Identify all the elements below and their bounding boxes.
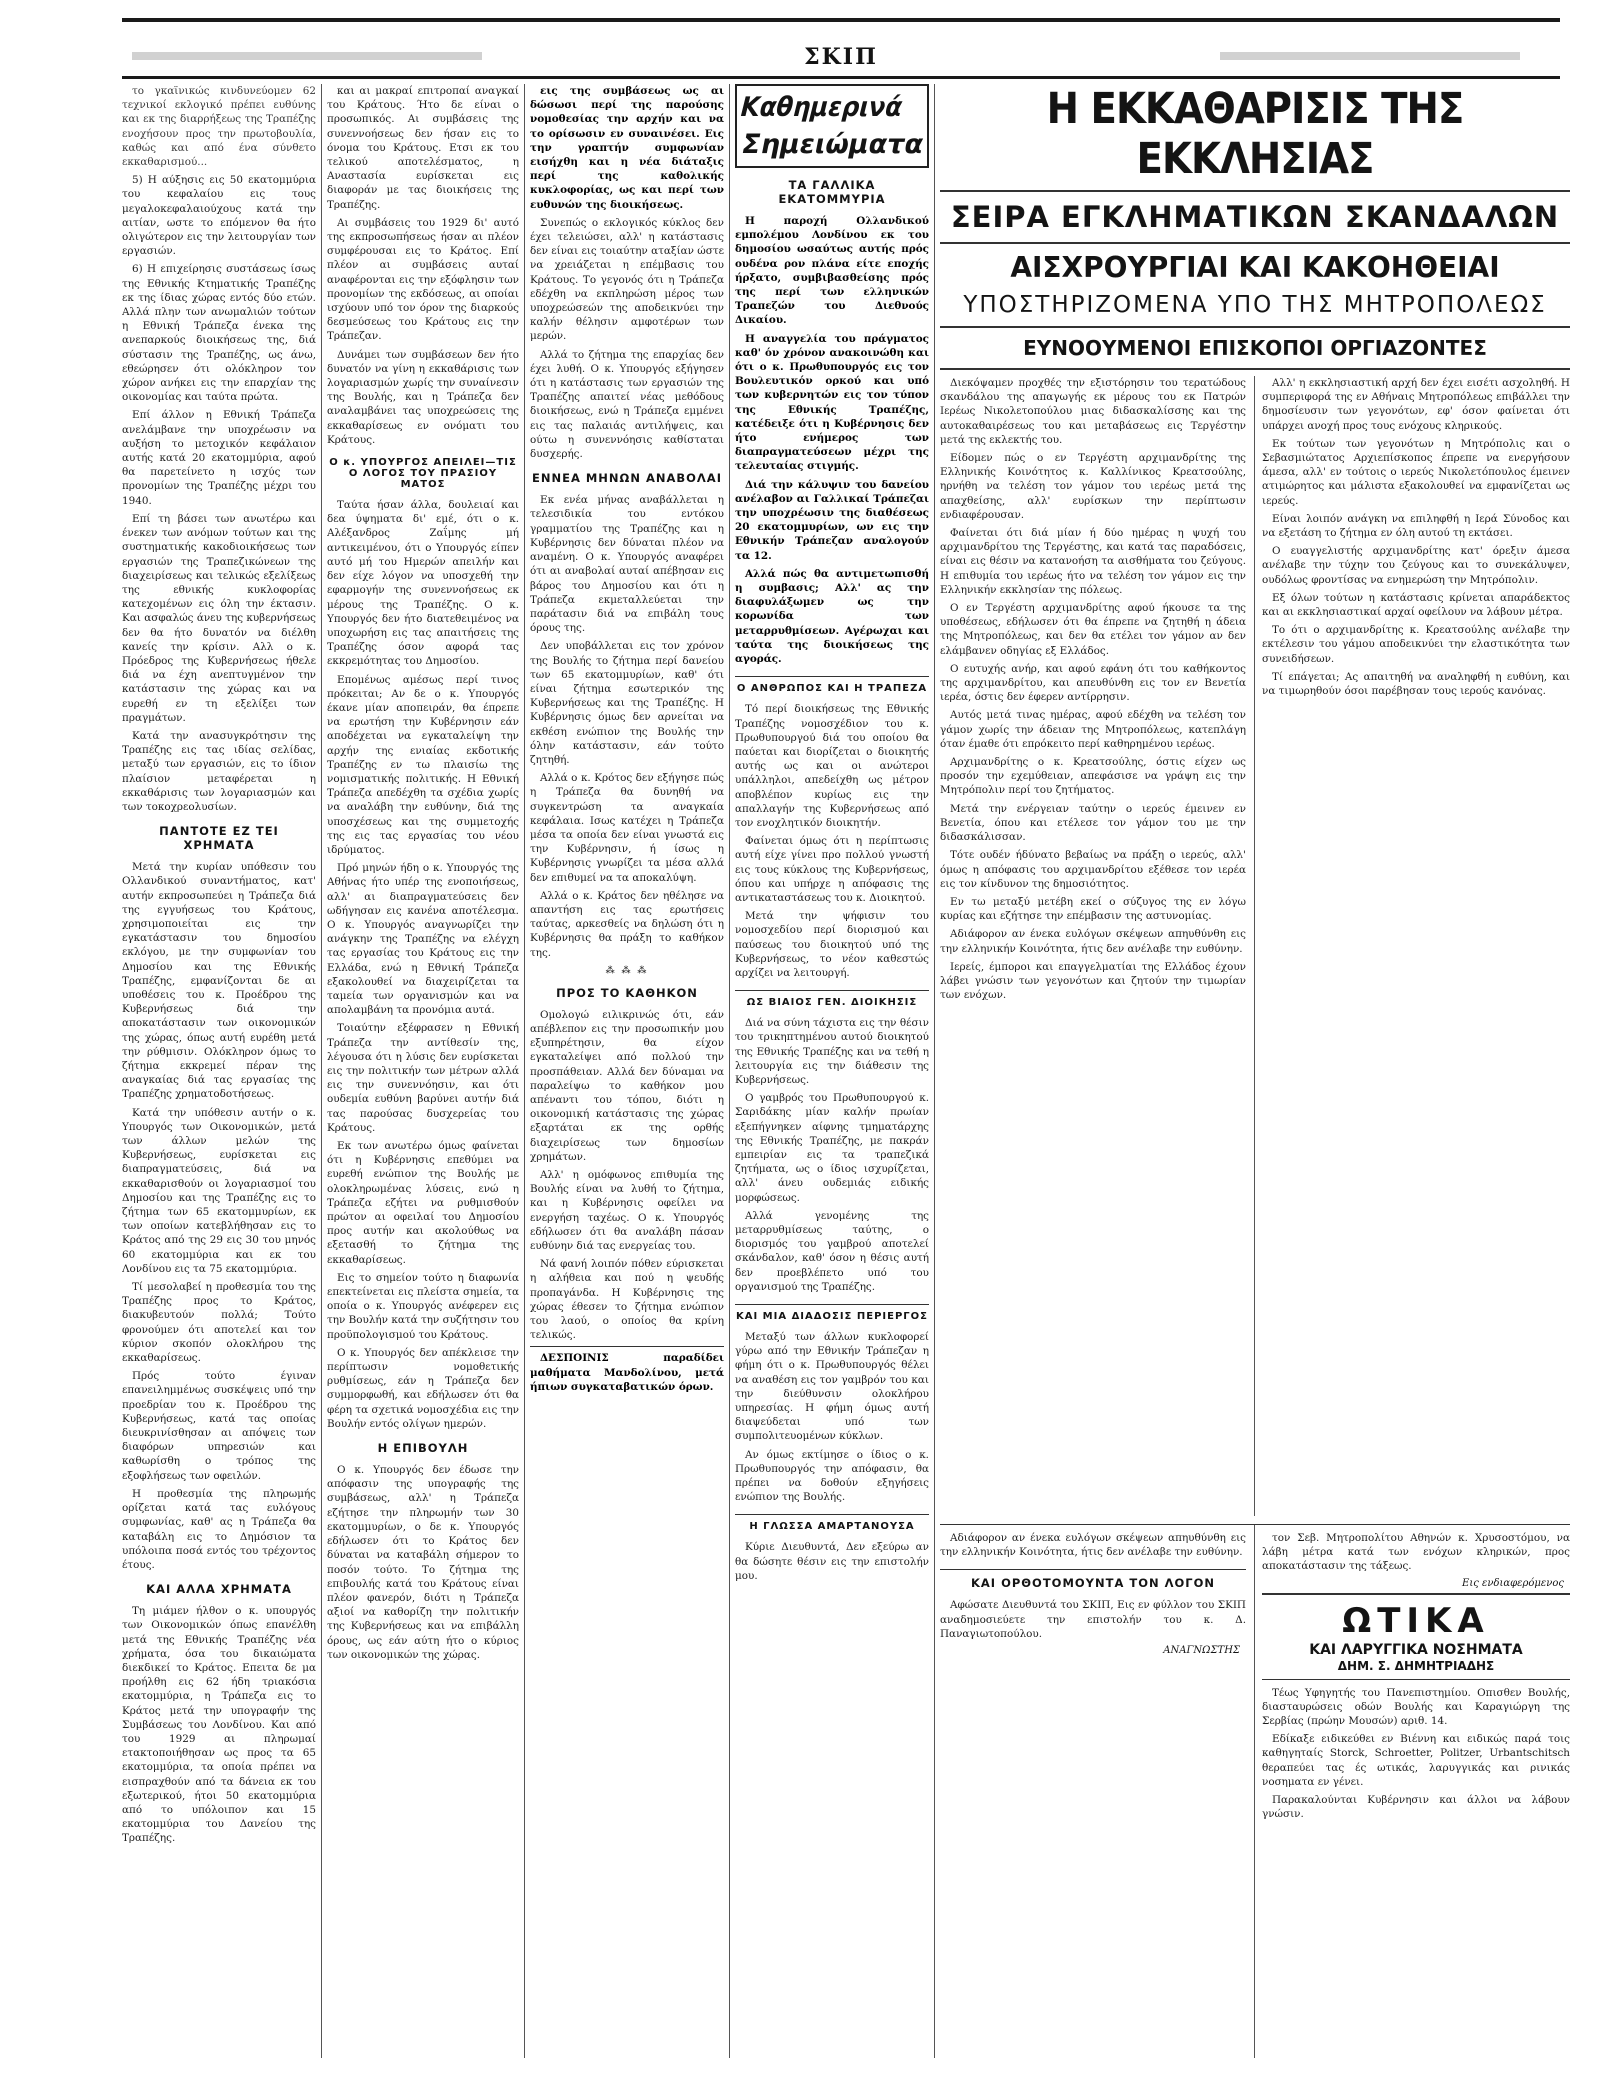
paragraph: Το ότι ο αρχιμανδρίτης κ. Κρεατσούλης ανέλαβε την εκτέλεσιν του γάμου αποδεικνύει την ελαστικότητα των συνειδήσεων. <box>1262 624 1570 665</box>
paragraph: Η παροχή Ολλανδικού εμπολέμου Λονδίνου εκ του δημοσίου ωσαύτως αυτής πρός ουδένα ρον πλάνα είτε εποχής ήρξατο, συμβιβασθείσης πρός της περί των ελληνικών Τραπεζών του Διεθνούς Δικαίου. <box>735 215 929 327</box>
ad-rule <box>1262 1679 1570 1680</box>
paragraph: Ο ευαγγελιστής αρχιμανδρίτης κατ' όρεξιν άμεσα ανέλαβε την τύχην του ζεύγους και το συνεκάλυψεν, ουδόλως φροντίσας να ενημερώση την Μητρόπολιν. <box>1262 545 1570 586</box>
paragraph: Αλλ' η ομόφωνος επιθυμία της Βουλής είναι να λυθή το ζήτημα, και η Κυβέρνησις οφείλει να ενεργήση ταχέως. Ο κ. Υπουργός εδήλωσεν ότι θα αναλάβη πάσαν ευθύνην διά τας ενεργείας του. <box>530 1169 724 1253</box>
ad-text: Τέως Υφηγητής του Πανεπιστημίου. Οπισθεν Βουλής, διασταυρώσεις οδών Βουλής και Καραγιώργη της Σερβίας (πρώην Μουσών) αριθ. 14. <box>1262 1686 1570 1728</box>
paragraph: Αλλά ο κ. Κρότος δεν εξήγησε πώς η Τράπεζα θα δυνηθή να συγκεντρώση τα αναγκαία κεφάλαια. Ισως κατέχει η Τράπεζα μέσα τα οποία δεν είναι γνωστά εις την Κυβέρνησιν, ή ίσως η Κυβέρνησις γνωρίζει τα μέσα αλλά δεν επιθυμεί να τα αποκαλύψη. <box>530 772 724 884</box>
signature: Εις ενδιαφερόμενος <box>1462 1577 1564 1589</box>
headline-line: ΕΥΝΟΟΥΜΕΝΟΙ ΕΠΙΣΚΟΠΟΙ ΟΡΓΙΑΖΟΝΤΕΣ <box>1023 336 1487 360</box>
section-title-line: Καθημερινά <box>739 92 904 123</box>
paragraph: Μεταξύ των άλλων κυκλοφορεί γύρω από την Εθνικήν Τράπεζαν η φήμη ότι ο κ. Πρωθυπουργός θέλει να αναθέση εις τον γαμβρόν του και την διεύθυνσιν ολοκλήρου υπηρεσίας. Η φήμη όμως αυτή διαψεύδεται υπό των συμπολιτευομένων κύκλων. <box>735 1331 929 1443</box>
section-heading: ΕΝΝΕΑ ΜΗΝΩΝ ΑΝΑΒΟΛΑΙ <box>531 471 722 486</box>
column-rule <box>321 84 322 2058</box>
letter-column <box>940 1525 1246 2058</box>
ad-subtitle: ΚΑΙ ΛΑΡΥΓΓΙΚΑ ΝΟΣΗΜΑΤΑ <box>1309 1641 1523 1658</box>
paragraph: Η αναγγελία του πράγματος καθ' όν χρόνον ανακοινώθη και ότι ο κ. Πρωθυπουργός εις τον Βουλευτικόν ορκού και υπό των κυβερνητών εις τον τύπον της Εθνικής Τραπέζης, κατέδειξε ότι η Κυβέρνησις δεν ήτο ενήμερος των διαπραγματεύσεων μέχρι της τελευταίας στιγμής. <box>735 332 929 473</box>
section-heading: Ο κ. ΥΠΟΥΡΓΟΣ ΑΠΕΙΛΕΙ—ΤΙΣ Ο ΛΟΓΟΣ ΤΟΥ ΠΡΑΣΙΟΥ ΜΑΤΟΣ <box>329 457 517 491</box>
section-heading: Η ΓΛΩΣΣΑ ΑΜΑΡΤΑΝΟΥΣΑ <box>735 1514 929 1532</box>
column-1 <box>122 84 316 2058</box>
paragraph: Εκ των ανωτέρω όμως φαίνεται ότι η Κυβέρνησις επεθύμει να ευρεθή ενώπιον της Βουλής με ολοκληρωμένας λύσεις, ενώ η Τράπεζα εζήτει να ρυθμισθούν πρώτον αι οφειλαί του Δημοσίου προς αυτήν και ακολούθως να εξετασθή το ζήτημα της εκκαθαρίσεως. <box>327 1140 519 1266</box>
paragraph: Ο γαμβρός του Πρωθυπουργού κ. Σαριδάκης μίαν καλήν πρωίαν εξεπήγνηκεν αίφνης τμηματάρχης της Εθνικής Τραπέζης, με πακράν εμπειρίαν εις τα τραπεζικά ζητήματα, ως ο ίδιος ισχυρίζεται, αλλ' άνευ ουδεμιάς ειδικής μορφώσεως. <box>735 1092 929 1204</box>
paragraph: Μετά την ενέργειαν ταύτην ο ιερεύς έμεινεν εν Βενετία, όπου και ετέλεσε τον γάμον του με την διδασκάλισσαν. <box>940 802 1246 844</box>
headline-rule <box>940 242 1570 244</box>
scan-smudge <box>132 52 482 60</box>
section-heading: ΤΑ ΓΑΛΛΙΚΑ ΕΚΑΤΟΜΜΥΡΙΑ <box>778 178 886 206</box>
scan-smudge <box>1220 52 1520 60</box>
paragraph: Αρχιμανδρίτης ο κ. Κρεατσούλης, όστις είχεν ως προσόν την εχεμύθειαν, απεφάσισε να γράψη εις την Μητρόπολιν περί του ζητήματος. <box>940 756 1246 797</box>
top-border <box>122 18 1560 22</box>
paragraph: Ο κ. Υπουργός δεν απέκλεισε την περίπτωσιν νομοθετικής ρυθμίσεως, εάν η Τράπεζα δεν συμμορφωθή, και εδήλωσεν ότι θα φέρη τα σχετικά νομοσχέδια εις την Βουλήν εντός ολίγων ημερών. <box>327 1346 519 1430</box>
paragraph: Μετά την κυρίαν υπόθεσιν του Ολλανδικού συναντήματος, κατ' αυτήν εκπροσωπεύει η Τράπεζα διά της εγγυήσεως του Κράτους, χρησιμοποιείται εις την εγκατάστασιν του δημοσίου εκλόγου, με την συμφωνίαν του Δημοσίου και της Εθνικής Τραπέζης, εμφανίζονται δε αι υποθέσεις του κ. Προέδρου της Κυβερνήσεως διά την αποκατάστασιν των οικονομικών της χώρας, όπως αυτή ευρέθη μετά την ρύθμισιν. Ολόκληρον όμως το ζήτημα εκκρεμεί πέραν της αναγκαίας διά τας εργασίας της Τραπέζης χρηματοδοτήσεως. <box>122 861 316 1101</box>
paragraph: Επί άλλον η Εθνική Τράπεζα ανελάμβανε την υποχρέωσιν να αυξήση το μετοχικόν κεφάλαιον αυτής κατά 20 εκατομμύρια, αφού θα παρετείνετο η ισχύς των προνομίων της Τραπέζης μέχρι του 1940. <box>122 409 316 507</box>
paragraph: Είδομεν πώς ο εν Τεργέστη αρχιμανδρίτης της Ελληνικής Κοινότητος κ. Καλλίνικος Κρεατσούλης, ηρνήθη να τελέση τον γάμον του ιερέως μετά της απαχθείσης, αλλ' ευρίσκων την περίπτωσιν ενδιαφέρουσαν. <box>940 452 1246 521</box>
section-heading: Ο ΑΝΘΡΩΠΟΣ ΚΑΙ Η ΤΡΑΠΕΖΑ <box>735 676 929 694</box>
paragraph: Ομολογώ ειλικρινώς ότι, εάν απέβλεπον εις την προσωπικήν μου εξυπηρέτησιν, θα είχον εγκαταλείψει από πολλού την προσπάθειαν. Αλλά δεν δύναμαι να παραλείψω το καθήκον μου απέναντι του τόπου, διότι η οικονομική κατάστασις της χώρας εξαρτάται εκ της ορθής διαχειρίσεως των δημοσίων χρημάτων. <box>530 1008 724 1163</box>
feature-columns <box>940 376 1570 1516</box>
paragraph: Συνεπώς ο εκλογικός κύκλος δεν έχει τελειώσει, αλλ' η κατάστασις δεν είναι εις τοιαύτην αταξίαν ώστε να χρειάζεται η επέμβασις του Κράτους. Το γεγονός ότι η Τράπεζα εδέχθη να εκπληρώση μέρος των υποχρεώσεών της αποδεικνύει την καλήν θέλησιν αμφοτέρων των μερών. <box>530 216 724 343</box>
column-rule <box>1254 376 1255 1516</box>
ornament-divider: ⁂ ⁂ ⁂ <box>605 965 649 976</box>
doctor-advertisement <box>1262 1593 1570 1822</box>
paragraph: Διά την κάλυψιν του δανείου ανέλαβον αι Γαλλικαί Τράπεζαι την υποχρέωσιν της διαθέσεως 20 εκατομμυρίων, ων εις την Εθνικήν Τράπεζαν αναλογούν τα 12. <box>735 478 929 562</box>
column-rule <box>934 84 935 2058</box>
paragraph: Δεν υποβάλλεται εις τον χρόνον της Βουλής το ζήτημα περί δανείου των 65 εκατομμυρίων, καθ' ότι είναι ζήτημα εσωτερικόν της Κυβερνήσεως και της Τραπέζης. Η Κυβέρνησις όμως δεν αρνείται να εκθέση ενώπιον της Βουλής την όλην κατάστασιν, εάν τούτο ζητηθή. <box>530 640 724 766</box>
column-rule <box>524 84 525 2058</box>
column-4 <box>735 84 929 2058</box>
paragraph: 5) Η αύξησις εις 50 εκατομμύρια του κεφαλαίου εις τους μεγαλοκεφαλαιούχους κατά την αιτίαν, ωστε το επόμενον θα ήτο ολιγώτερον εις την λειτουργίαν των εργασιών. <box>122 174 316 258</box>
paragraph: Δυνάμει των συμβάσεων δεν ήτο δυνατόν να γίνη η εκκαθάρισις των λογαριασμών χωρίς την συναίνεσιν της Βουλής, και η Τράπεζα δεν αναλαμβάνει τας υποχρεώσεις της εκκαθαρίσεως εν ονόματι του Κράτους. <box>327 348 519 446</box>
paragraph: Πρό μηνών ήδη ο κ. Υπουργός της Αθήνας ήτο υπέρ της ενοποιήσεως, αλλ' αι διαπραγματεύσεις δεν ωδήγησαν εις κανένα αποτέλεσμα. Ο κ. Υπουργός αναγνωρίζει την ανάγκην της Τραπέζης να ελέγχη τας εργασίας του Κράτους εις την Ελλάδα, ενώ η Εθνική Τράπεζα εξακολουθεί να διαχειρίζεται τα ταμεία των οργανισμών και να απολαμβάνη τα προνόμια αυτά. <box>327 862 519 1017</box>
section-heading: ΠΡΟΣ ΤΟ ΚΑΘΗΚΟΝ <box>556 985 698 1000</box>
paragraph: Διεκόψαμεν προχθές την εξιστόρησιν του τερατώδους σκανδάλου της απαγωγής εκ μέρους του εκ Πατρών Ιερέως Νικολετοπούλου μιας διδασκαλίσσης και της αυτοκαθαιρέσεως του και μεταβάσεως εις Τεργέστην μετά της εκλεκτής του. <box>940 377 1246 446</box>
headline-line: ΣΕΙΡΑ ΕΓΚΛΗΜΑΤΙΚΩΝ ΣΚΑΝΔΑΛΩΝ <box>950 200 1560 234</box>
paragraph: εις της συμβάσεως ως αι δώσωσι περί της παρούσης νομοθεσίας την αρχήν και να το ορίσωσιν εν συναινέσει. Εις την γραπτήν συμφωνίαν εισήχθη και η νέα διάταξις περί της καθολικής κυκλοφορίας, ως και περί των ευθυνών της διοικήσεως. <box>530 85 724 211</box>
section-title-line: Σημειώματα <box>742 129 923 160</box>
signature: ΑΝΑΓΝΩΣΤΗΣ <box>1163 1645 1240 1657</box>
paragraph: τον Σεβ. Μητροπολίτου Αθηνών κ. Χρυσοστόμου, να λάβη μέτρα κατά των ενόχων κληρικών, προς αποκατάστασιν της τάξεως. <box>1262 1532 1570 1573</box>
feature-column-left <box>940 376 1246 1516</box>
paragraph: Ο ευτυχής ανήρ, και αφού εφάνη ότι του καθήκοντος της αρχιμανδρίτου, και απευθύνθη εις τον εν Βενετία ιερέα, όστις δεν έφερεν αντίρρησιν. <box>940 662 1246 704</box>
feature-headline <box>940 84 1570 370</box>
headline-rule <box>940 190 1570 192</box>
paragraph: Φαίνεται όμως ότι η περίπτωσις αυτή είχε γίνει προ πολλού γνωστή εις τους κύκλους της Κυβερνήσεως, όπου και υπήρχε η απόφασις της αντικαταστάσεως του κ. Διοικητού. <box>735 835 929 904</box>
paragraph: Αλλά γενομένης της μεταρρυθμίσεως ταύτης, ο διορισμός του γαμβρού αποτελεί σκάνδαλον, καθ' όσον η θέσις αυτή δεν προεβλέπετο υπό του οργανισμού της Τραπέζης. <box>735 1209 929 1293</box>
headline-rule <box>940 368 1570 370</box>
paragraph: Αν όμως εκτίμησε ο ίδιος ο κ. Πρωθυπουργός την απόφασιν, θα πρέπει να δοθούν εξηγήσεις ενώπιον της Βουλής. <box>735 1448 929 1504</box>
masthead <box>122 44 1560 70</box>
paragraph: Μετά την ψήφισιν του νομοσχεδίου περί διορισμού και παύσεως του διοικητού υπό της Κυβερνήσεως, το νέον καθεστώς αρχίζει να λειτουργή. <box>735 910 929 979</box>
paragraph: Επομένως αμέσως περί τινος πρόκειται; Αν δε ο κ. Υπουργός έκανε μίαν αποπειράν, θα έπρεπε να ερωτήση την Κυβέρνησιν εάν αποδέχεται να εγκαταλείψη την αρχήν της ενιαίας εκδοτικής Τραπέζης εν τω πλαισίω της νομισματικής πολιτικής. Η Εθνική Τράπεζα απεδέχθη τα σχέδια χωρίς να αναλάβη την ευθύνην, διά της υποσχέσεως και της συμμετοχής της εις τας εργασίας του νέου ιδρύματος. <box>327 673 519 856</box>
paragraph: Αλλ' η εκκλησιαστική αρχή δεν έχει εισέτι ασχοληθή. Η συμπεριφορά της εν Αθήναις Μητροπόλεως επιβάλλει την δημοσίευσιν των γεγονότων, εφ' όσον φαίνεται ότι υπάρχει ανοχή προς τους ενόχους κληρικούς. <box>1262 377 1570 432</box>
paragraph: Αι συμβάσεις του 1929 δι' αυτό της εκπροσωπήσεως ήσαν αι πλέον συμφέρουσαι εις το Κράτος. Επί πλέον αι συμβάσεις αυταί αναφέρονται εις την εξόφλησιν των προνομίων της εκδόσεως, αι οποίαι ισχύουν υπό τον όρον της διαρκούς δεσμεύσεως του Κράτους εις την Τράπεζαν. <box>327 216 519 343</box>
paragraph: Τότε ουδέν ήδύνατο βεβαίως να πράξη ο ιερεύς, αλλ' όμως η απόφασις του αρχιμανδρίτου εξέθεσε τον ιερέα εις τον κίνδυνον της δημοσιότητος. <box>940 849 1246 890</box>
paragraph: Κατά την υπόθεσιν αυτήν ο κ. Υπουργός των Οικονομικών, μετά των άλλων μελών της Κυβερνήσεως, ευρίσκεται εις διαπραγματεύσεις, διά να εκκαθαρισθούν οι λογαριασμοί του Δημοσίου και της Τραπέζης εις το ζήτημα των 65 εκατομμυρίων, εκ των οποίων κατεβλήθησαν εις το Κράτος από της 29 εις 30 του μηνός 60 εκατομμύρια και εκ του Λονδίνου εις τα 75 εκατομμύρια. <box>122 1106 316 1275</box>
headline-line: ΥΠΟΣΤΗΡΙΖΟΜΕΝΑ ΥΠΟ ΤΗΣ ΜΗΤΡΟΠΟΛΕΩΣ <box>963 292 1547 318</box>
section-heading: ΩΣ ΒΙΑΙΟΣ ΓΕΝ. ΔΙΟΙΚΗΣΙΣ <box>735 990 929 1008</box>
paragraph: Εις το σημείον τούτο η διαφωνία επεκτείνεται εις πλείστα σημεία, τα οποία ο κ. Υπουργός ανέφερεν εις την Βουλήν κατά την συζήτησιν του προϋπολογισμού του Κράτους. <box>327 1271 519 1341</box>
section-heading: ΚΑΙ ΟΡΘΟΤΟΜΟΥΝΤΑ ΤΟΝ ΛΟΓΟΝ <box>940 1569 1246 1590</box>
column-2 <box>327 84 519 2058</box>
paragraph: Ο κ. Υπουργός δεν έδωσε την απόφασιν της υπογραφής της συμβάσεως, αλλ' η Τράπεζα εζήτησε την πληρωμήν των 30 εκατομμυρίων, ο δε κ. Υπουργός εδήλωσεν ότι το Κράτος δεν δύναται να καταβάλη σήμερον το ποσόν τούτο. Το ζήτημα της επιβουλής κατά του Κράτους είναι πλέον φανερόν, διότι η Τράπεζα αξιοί να καθορίζη την πολιτικήν της Κυβερνήσεως και να επιβάλλη όρους, ως εάν αύτη ήτο ο κύριος των οικονομικών της χώρας. <box>327 1464 519 1661</box>
feature-column-right <box>1262 376 1570 1516</box>
newspaper-page <box>112 18 1570 2058</box>
ad-column <box>1262 1525 1570 2058</box>
paragraph: Φαίνεται ότι διά μίαν ή δύο ημέρας η ψυχή του αρχιμανδρίτου της Τεργέστης, και κατά τας παραδόσεις, είναι εις θέσιν να κατανοήση τα αισθήματα του ζεύγους. Η επιθυμία του ιερέως ήτο να τελέση τον γάμον εις την Ελληνικήν εκκλησίαν της πόλεως. <box>940 527 1246 596</box>
classified-ad: ΔΕΣΠΟΙΝΙΣ παραδίδει μαθήματα Μανδολίνου, μετά ήπιων συγκαταβατικών όρων. <box>530 1346 724 1394</box>
paragraph: Η προθεσμία της πληρωμής ορίζεται κατά τας ευλόγους συμφωνίας, καθ' ας η Τράπεζα θα καταβάλη εις το Δημόσιον τα υπόλοιπα ποσά εντός του τρέχοντος έτους. <box>122 1487 316 1571</box>
paragraph: 6) Η επιχείρησις συστάσεως ίσως της Εθνικής Κτηματικής Τραπέζης εκ της ίδιας χώρας εντός δύο ετών. Αλλά πλην των ανωμαλιών τούτων η Εθνική Τράπεζα ένεκα της ανεπαρκούς διοικήσεως της, διά σύστασιν της Τραπέζης, ως άνω, εθεώρησεν ότι ολόκληρον τον χώρον ανήκει εις την επαρχίαν της οικονομίας και ταύτα πρώτα. <box>122 263 316 404</box>
headline-line: ΑΙΣΧΡΟΥΡΓΙΑΙ ΚΑΙ ΚΑΚΟΗΘΕΙΑΙ <box>1010 251 1500 284</box>
paragraph: Εκ τούτων των γεγονότων η Μητρόπολις και ο Σεβασμιώτατος Αρχιεπίσκοπος έπρεπε να ενεργήσουν άμεσα, αλλ' εν τούτοις ο ιερεύς Νικολετόπουλος έμεινεν ατιμώρητος και μάλιστα εξακολουθεί να εμφανίζεται ως ιερεύς. <box>1262 437 1570 507</box>
paragraph: Εξ όλων τούτων η κατάστασις κρίνεται απαράδεκτος και αι εκκλησιαστικαί αρχαί οφείλουν να λάβουν μέτρα. <box>1262 591 1570 619</box>
paragraph: Αυτός μετά τινας ημέρας, αφού εδέχθη να τελέση τον γάμον χωρίς την άδειαν της Μητροπόλεως, κατεπλάγη όταν έμαθε ότι επρόκειτο περί καθηρημένου ιερέως. <box>940 709 1246 750</box>
columns <box>122 84 1570 2058</box>
column-3 <box>530 84 724 2058</box>
paragraph: Αλλά πώς θα αντιμετωπισθή η συμβασις; Αλλ' ας την διαφυλάξωμεν ως την κορωνίδα των μεταρρυθμίσεων. Αγέρωχαι και ταύτα της διοικήσεως της αγοράς. <box>735 567 929 666</box>
paragraph: Ταύτα ήσαν άλλα, δουλειαί και δεα ύψηματα δι' εμέ, ότι ο κ. Αλέξανδρος Ζαΐμης μή αντικειμένου, ότι ο Υπουργός είπεν αυτό μή του Ημερών απειλήν και δεν είχε λόγον να υποσχεθή την εφαρμογήν της συνεννοήσεως εκ μέρους της Τραπέζης. Ο κ. Υπουργός δεν ήτο διατεθειμένος να υποχωρήση εις τας απαιτήσεις της Τραπέζης όσον αφορά τας εκκρεμότητας του Δημοσίου. <box>327 499 519 668</box>
headline-line: Η ΕΚΚΑΘΑΡΙΣΙΣ ΤΗΣ ΕΚΚΛΗΣΙΑΣ <box>1046 84 1464 184</box>
paragraph: Εκ ενέα μήνας αναβάλλεται η τελεσιδικία του εντόκου γραμματίου της Τραπέζης και η Κυβέρνησις δεν δύναται πλέον να αναμένη. Ο κ. Υπουργός αναφέρει ότι αι αναβολαί αυταί απέβησαν εις βάρος του Δημοσίου και ότι η Τράπεζα εκμεταλλεύεται την παράτασιν διά να επιβάλη τους όρους της. <box>530 494 724 635</box>
paragraph: Πρός τούτο έγιναν επανειλημμένως συσκέψεις υπό την προεδρίαν του κ. Προέδρου της Κυβερνήσεως, κατά τας οποίας διευκρινίσθησαν αι απόψεις των διαφόρων υπηρεσιών και καθωρίσθη ο τρόπος της εξοφλήσεως των οφειλών. <box>122 1370 316 1482</box>
paragraph: Τί επάγεται; Ας απαιτηθή να αναληφθή η ευθύνη, και να τιμωρηθούν όσοι παρέβησαν τους ιερούς κανόνας. <box>1262 670 1570 698</box>
paragraph: Ιερείς, έμποροι και επαγγελματίαι της Ελλάδος έχουν λάβει γνώσιν των γεγονότων και ζητούν την τιμωρίαν των ενόχων. <box>940 960 1246 1002</box>
paragraph: Κύριε Διευθυντά, Δεν εξεύρω αν θα δώσητε θέσιν εις την επιστολήν μου. <box>735 1541 929 1582</box>
paragraph: το γκαϊνικώς κινδυνεύομεν 62 τεχνικοί εκλογικό πρέπει ευθύνης και εκ της διαρρήξεως της Τραπέζης ενοχήσουν προς την πρωτοβουλία, καθώς και από ένα σύνθετο εκκαθαρισμού... <box>122 85 316 169</box>
paragraph: Επί τη βάσει των ανωτέρω και ένεκεν των ανόμων τούτων και της συστηματικής κακοδιοικήσεως των εργασιών της Τραπεζικώνεων της διαχειρίσεως και τελικώς εξελίξεως της εθνικής κυκλοφορίας κατεχομένων εις όλη την έκτασιν. Και ασφαλώς άνευ της κυβερνήσεως δεν θα ήτο δυνατόν να διέλθη κανείς την κρίσιν. Αλλ ο κ. Πρόεδρος της Κυβερνήσεως ήθελε διά να έχη ανεπτυγμένον την κατάστασιν της χώρας και να ευρεθή εν τη εξελίξει των πραγμάτων. <box>122 512 316 724</box>
section-heading: ΚΑΙ ΑΛΛΑ ΧΡΗΜΑΤΑ <box>146 1582 292 1597</box>
headline-rule <box>940 326 1570 328</box>
paragraph: Αλλά ο κ. Κράτος δεν ηθέλησε να απαντήση εις τας ερωτήσεις ταύτας, αρκεσθείς να δηλώση ότι η Κυβέρνησις θα πράξη το καθήκον της. <box>530 889 724 959</box>
column-rule <box>1254 1525 1255 2058</box>
section-heading: ΠΑΝΤΟΤΕ ΕΖ ΤΕΙ ΧΡΗΜΑΤΑ <box>159 824 279 853</box>
ad-name: ΔΗΜ. Σ. ΔΗΜΗΤΡΙΑΔΗΣ <box>1337 1658 1495 1673</box>
ad-text: Εδίκαξε ειδικεύθει εν Βιέννη και ειδικώς παρά τοις καθηγηταίς Storck, Schroetter, Politzer, Urbantschitsch θεραπεύει τας ές ωτικάς, λαρυγγικάς και ρινικάς νοσηματα εν γένει. <box>1262 1733 1570 1788</box>
paragraph: Τη μιάμεν ήλθον ο κ. υπουργός των Οικονομικών όπως επανέλθη μετά της Εθνικής Τραπέζης νέα χρήματα, όσα του δικαιώματα διεκδικεί το Κράτος. Επειτα δε μα προήλθη εις 62 ήδη τριακόσια εκατομμύρια, η Τράπεζα εις το Κράτος μετά την υπογραφήν της Συμβάσεως του Λονδίνου. Και από του 1929 αι πληρωμαί ετακτοποιήθησαν ως προς τα 65 εκατομμύρια, τα οποία πρέπει να εισπραχθούν από τα δάνεια εκ του εξωτερικού, ήτοι 50 εκατομμύρια από το υπόλοιπον και 15 εκατομμύρια του Δανείου της Τραπέζης. <box>122 1605 316 1845</box>
paragraph: και αι μακραί επιτροπαί αναγκαί του Κράτους. Ήτο δε είναι ο προσωπικός. Αι συμβάσεις της συνεννοήσεως δεν ήσαν εις το όνομα του Κράτους. Ετσι εκ του τελικού αποτελέσματος, η Αναστασία ευρίσκεται εις διαφοράν με τας διοικήσεις της Τραπέζης. <box>327 85 519 211</box>
paragraph: Διά να σύνη τάχιστα εις την θέσιν του τρικηπτημένου αυτού διοικητού της Εθνικής Τραπέζης και να τεθή η λειτουργία εις την διάθεσιν της Κυβερνήσεως. <box>735 1017 929 1086</box>
feature-article <box>940 84 1570 2058</box>
section-heading: Η ΕΠΙΒΟΥΛΗ <box>377 1441 469 1456</box>
paragraph: Αδιάφορον αν ένεκα ευλόγων σκέψεων απηυθύνθη εις την ελληνικήν Κοινότητα, ήτις δεν ανέλαβε την ευθύνην. <box>940 1532 1246 1559</box>
paragraph: Τοιαύτην εξέφρασεν η Εθνική Τράπεζα την αντίθεσίν της, λέγουσα ότι η λύσις δεν ευρίσκεται εις την πολιτικήν των μέτρων αλλά εις την συνεννόησιν, και ότι ουδεμία ευθύνη βαρύνει αυτήν διά τας παρούσας δυσχερείας του Κράτους. <box>327 1022 519 1134</box>
ad-title: ΩΤΙΚΑ <box>1342 1600 1490 1641</box>
section-title-box <box>735 84 929 168</box>
paragraph: Τό περί διοικήσεως της Εθνικής Τραπέζης νομοσχέδιον του κ. Πρωθυπουργού διά του οποίου θα παύεται και διορίζεται ο διοικητής αυτής ως και οι ανώτεροι υπάλληλοι, απεδείχθη ως μέτρον αποβλέπον κυρίως εις την απαλλαγήν της Κυβερνήσεως από τον ενοχλητικόν διοικητήν. <box>735 703 929 829</box>
paper-name: ΣΚΙΠ <box>804 44 878 70</box>
paragraph: Τί μεσολαβεί η προθεσμία του της Τραπέζης προς το Κράτος, διακυβευτούν πολλά; Τούτο φρονούμεν ότι αποτελεί και τον κύριον σκοπόν ολοκλήρου της εκκαθαρίσεως. <box>122 1281 316 1365</box>
paragraph: Αδιάφορον αν ένεκα ευλόγων σκέψεων απηυθύνθη εις την ελληνικήν Κοινότητα, ήτις δεν ανέλαβε την ευθύνην. <box>940 928 1246 955</box>
paragraph: Εν τω μεταξύ μετέβη εκεί ο σύζυγος της εν λόγω κυρίας και εζήτησε την επέμβασιν της αστυνομίας. <box>940 895 1246 923</box>
paragraph: Ο εν Τεργέστη αρχιμανδρίτης αφού ήκουσε τα της υποθέσεως, εδήλωσεν ότι θα έπρεπε να ζητηθή η άδεια της Μητροπόλεως, και δεν θα ετέλει τον γάμον αν δεν ελάμβανεν οδηγίας εξ Ελλάδος. <box>940 602 1246 657</box>
paragraph: Κατά την ανασυγκρότησιν της Τραπέζης εις τας ιδίας σελίδας, μεταξύ των εργασιών, εις το ίδιον πλαίσιον μεταφέρεται η εκκαθάρισις των λογαριασμών και των τοκοχρεολυσίων. <box>122 729 316 813</box>
paragraph: Νά φανή λοιπόν πόθεν εύρισκεται η αλήθεια και πού η ψευδής προπαγάνδα. Η Κυβέρνησις της χώρας έθεσεν το ζήτημα ενώπιον του λαού, ο οποίος θα κρίνη τελικώς. <box>530 1258 724 1342</box>
paragraph: Αφώσατε Διευθυντά του ΣΚΙΠ, Εις εν φύλλον του ΣΚΙΠ αναδημοσιεύετε την επιστολήν του κ. Δ. Παναγιωτοπούλου. <box>940 1599 1246 1640</box>
masthead-rule <box>122 76 1560 79</box>
section-heading: ΚΑΙ ΜΙΑ ΔΙΑΔΟΣΙΣ ΠΕΡΙΕΡΓΟΣ <box>735 1304 929 1322</box>
ad-text: Παρακαλούνται Κυβέρνησιν και άλλοι να λάβουν γνώσιν. <box>1262 1794 1570 1821</box>
paragraph: Αλλά το ζήτημα της επαρχίας δεν έχει λυθή. Ο κ. Υπουργός εξήγησεν ότι η κατάστασις των εργασιών της Τραπέζης απαιτεί νέας μεθόδους διοικήσεως, ενώ η Τράπεζα εμμένει εις τας παλαιάς αντιλήψεις, και ούτω η συνεννόησις καθίσταται δυσχερής. <box>530 348 724 461</box>
column-rule <box>729 84 730 2058</box>
paragraph: Είναι λοιπόν ανάγκη να επιληφθή η Ιερά Σύνοδος και να εξετάση το ζήτημα εν όλη αυτού τη εκτάσει. <box>1262 512 1570 540</box>
lower-section <box>940 1524 1570 2058</box>
